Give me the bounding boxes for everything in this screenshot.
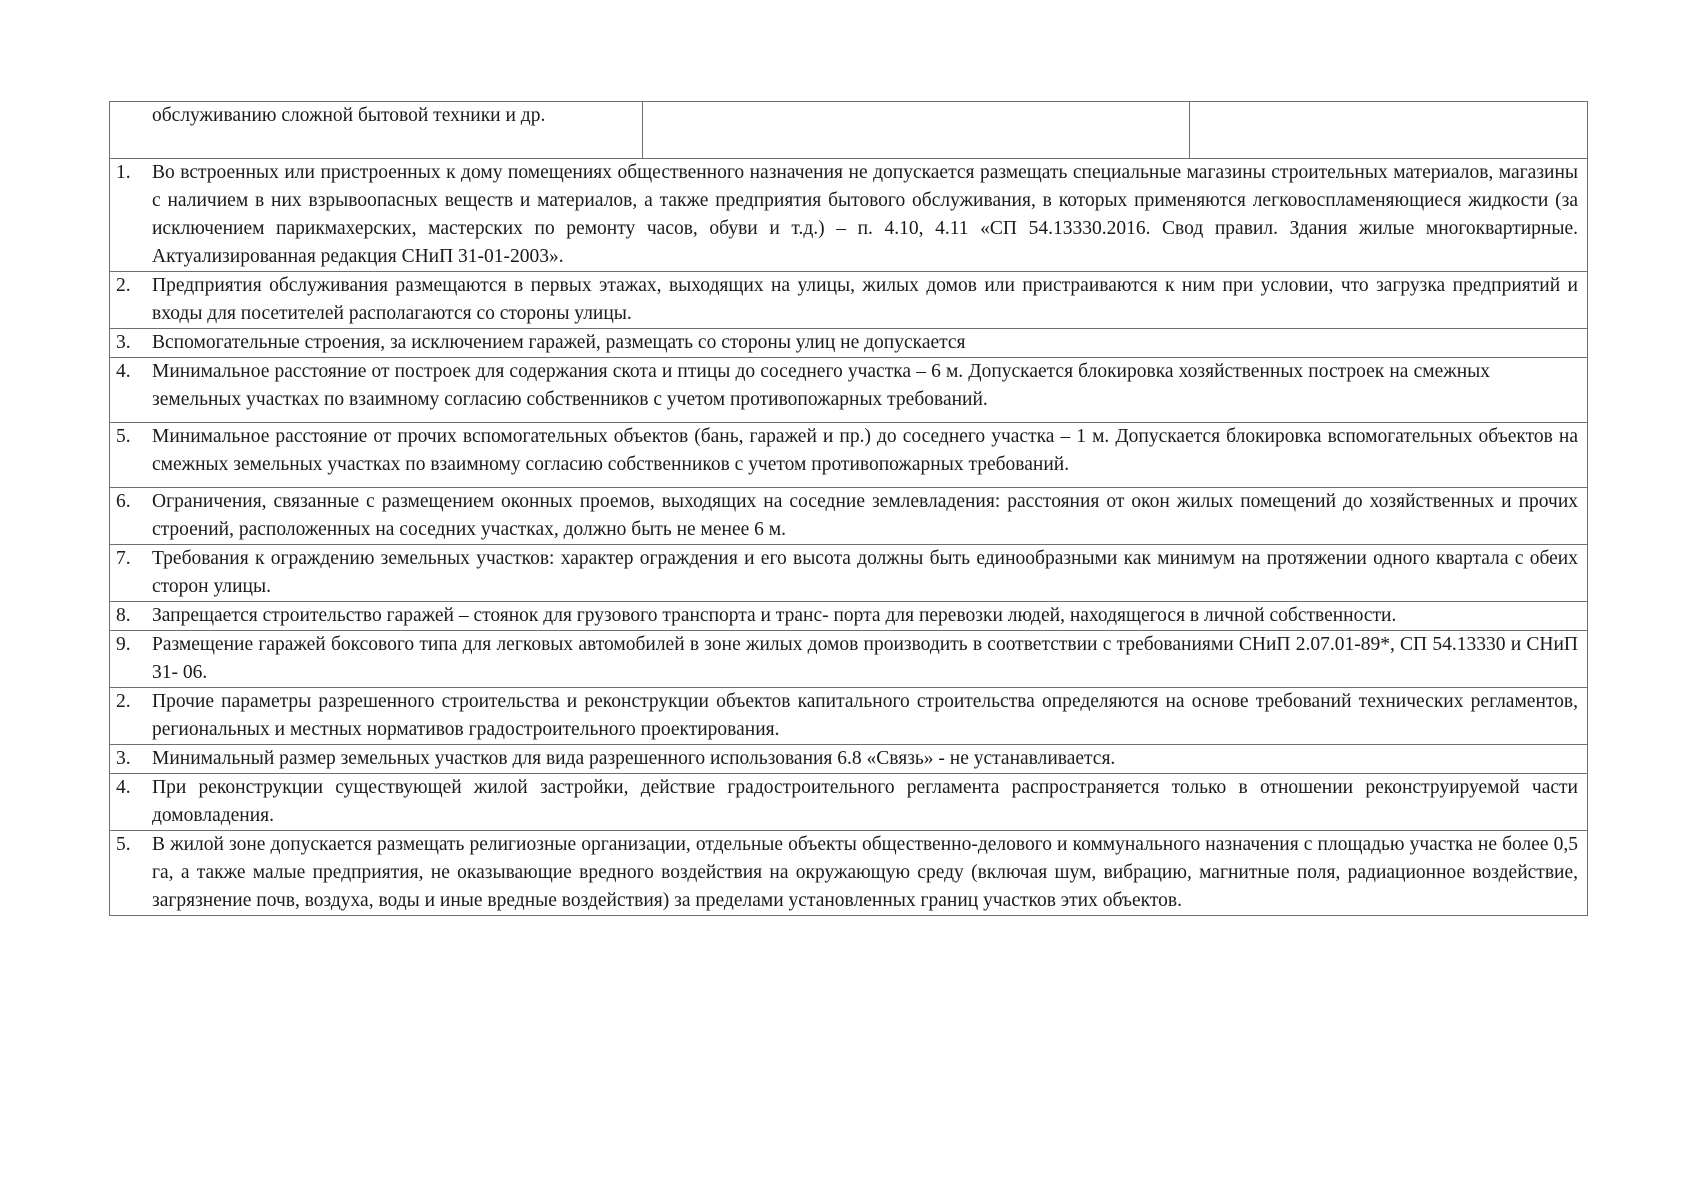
item-text: Во встроенных или пристроенных к дому помещениях общественного назначения не допускается размещать специальные магазины строительных материалов, магазины с наличием в них взрывоопасных веществ и материалов, а также предприятия бытового обслуживания, в которых применяются легковоспламеняющиеся жидкости (за исключением парикмахерских, мастерских по ремонту часов, обуви и т.д.) – п. 4.10, 4.11 «СП 54.13330.2016. Свод правил. Здания жилые многоквартирные. Актуализированная редакция СНиП 31-01-2003». [152,162,1578,267]
table-row-continued [110,102,1588,159]
item-text: При реконструкции существующей жилой застройки, действие градостроительного регламента распространяется только в отношении реконструируемой части домовладения. [152,777,1578,826]
table-cell-empty [1190,102,1588,159]
item-number: 5. [116,426,131,447]
list-item [110,831,1587,915]
table-row [110,745,1588,774]
table-cell [110,488,1588,545]
item-text: В жилой зоне допускается размещать религиозные организации, отдельные объекты общественно-делового и коммунального назначения с площадью участка не более 0,5 га, а также малые предприятия, не оказывающие вредного воздействия на окружающую среду (включая шум, вибрацию, магнитные поля, радиационное воздействие, загрязнение почв, воздуха, воды и иные вредные воздействия) за пределами установленных границ участков этих объектов. [152,834,1578,911]
item-number: 2. [116,275,131,296]
list-item [110,631,1587,687]
table-row [110,688,1588,745]
table-row [110,602,1588,631]
table-cell [110,423,1588,488]
table-row [110,545,1588,602]
table-cell-empty [643,102,1190,159]
table-cell [110,272,1588,329]
item-number: 7. [116,548,131,569]
item-number: 3. [116,332,131,353]
table-cell [110,631,1588,688]
table-row [110,423,1588,488]
item-number: 2. [116,691,131,712]
item-text: Вспомогательные строения, за исключением гаражей, размещать со стороны улиц не допускается [152,332,966,353]
item-text: Требования к ограждению земельных участков: характер ограждения и его высота должны быть единообразными как минимум на протяжении одного квартала с обеих сторон улицы. [152,548,1578,597]
item-number: 4. [116,777,131,798]
table-row [110,358,1588,423]
list-item [110,745,1587,773]
item-text: Размещение гаражей боксового типа для легковых автомобилей в зоне жилых домов производить в соответствии с требованиями СНиП 2.07.01-89*, СП 54.13330 и СНиП 31- 06. [152,634,1578,683]
list-item [110,545,1587,601]
list-item [110,159,1587,271]
table-row [110,159,1588,272]
list-item [110,488,1587,544]
list-item [110,602,1587,630]
table-cell [110,745,1588,774]
table-cell [110,159,1588,272]
item-text: Прочие параметры разрешенного строительства и реконструкции объектов капитального строительства определяются на основе требований технических регламентов, региональных и местных нормативов градостроительного проектирования. [152,691,1578,740]
list-item [110,423,1587,487]
item-number: 6. [116,491,131,512]
table-cell [110,831,1588,916]
list-item [110,358,1587,422]
table-cell [110,688,1588,745]
list-item [110,688,1587,744]
list-item [110,329,1587,357]
item-text: Запрещается строительство гаражей – стоянок для грузового транспорта и транс- порта для перевозки людей, находящегося в личной собственности. [152,605,1397,626]
table-cell [110,545,1588,602]
table-cell [110,102,643,159]
regulations-table [109,101,1588,916]
item-number: 5. [116,834,131,855]
item-text: Минимальное расстояние от прочих вспомогательных объектов (бань, гаражей и пр.) до соседнего участка – 1 м. Допускается блокировка вспомогательных объектов на смежных земельных участках по взаимному согласию собственников с учетом противопожарных требований. [152,426,1578,475]
table-row [110,831,1588,916]
item-text: Ограничения, связанные с размещением оконных проемов, выходящих на соседние землевладения: расстояния от окон жилых помещений до хозяйственных и прочих строений, расположенных на соседних участках, должно быть не менее 6 м. [152,491,1578,540]
table-row [110,272,1588,329]
item-number: 1. [116,162,131,183]
item-number: 8. [116,605,131,626]
table-cell [110,774,1588,831]
item-text: Минимальный размер земельных участков для вида разрешенного использования 6.8 «Связь» - не устанавливается. [152,748,1116,769]
list-item [110,774,1587,830]
table-cell [110,358,1588,423]
table-row [110,631,1588,688]
item-number: 4. [116,361,131,382]
table-cell [110,602,1588,631]
table-cell [110,329,1588,358]
cell-text: обслуживанию сложной бытовой техники и др. [152,105,546,126]
item-number: 9. [116,634,131,655]
list-item [110,272,1587,328]
table-row [110,774,1588,831]
item-number: 3. [116,748,131,769]
item-text: Минимальное расстояние от построек для содержания скота и птицы до соседнего участка – 6 м. Допускается блокировка хозяйственных построек на смежных земельных участках по взаимному согласию собственников с учетом противопожарных требований. [152,361,1490,410]
table-row [110,488,1588,545]
item-text: Предприятия обслуживания размещаются в первых этажах, выходящих на улицы, жилых домов или пристраиваются к ним при условии, что загрузка предприятий и входы для посетителей располагаются со стороны улицы. [152,275,1578,324]
table-row [110,329,1588,358]
